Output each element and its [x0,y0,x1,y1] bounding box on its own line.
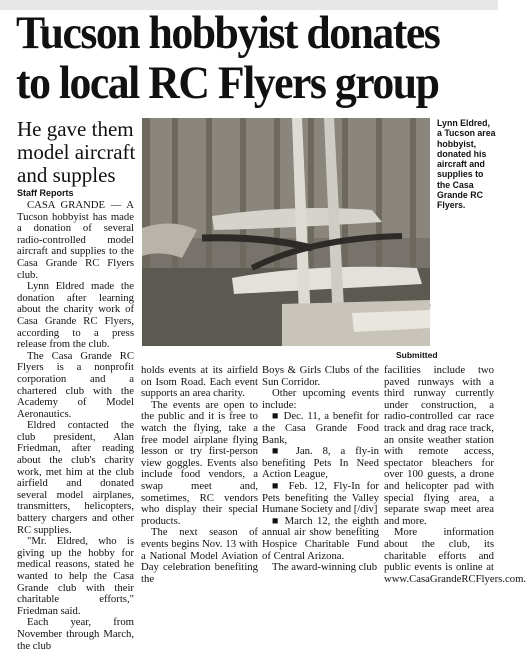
paragraph: facilities include two paved runways with a third runway currently under construction, a radio-controlled car race track and drag race track, an onsite weather station with remote access, spectator bleachers for over 100 guests, a drone and helicopter pad with special flying area, a separate swap meet area and more. [384,364,494,527]
paragraph: CASA GRANDE — A Tucson hobbyist has made a donation of several radio-controlled model aircraft and supplies to the Casa Grande RC Flyers club. [17,199,134,281]
article-column-3 [262,365,379,574]
article-column-4 [384,364,526,585]
paragraph: The Casa Grande RC Flyers is a nonprofit corporation and a chartered club with the Academy of Model Aeronautics. [17,349,134,420]
list-item: ■ March 12, the eighth annual air show benefiting Hospice Charitable Fund of Central Arizona. [262,514,379,562]
photo-credit: Submitted [396,350,438,360]
paragraph: Boys & Girls Clubs of the Sun Corridor. [262,364,379,388]
photo-caption: Lynn Eldred, a Tucson area hobbyist, donated his aircraft and supplies to the Casa Grande RC Flyers. [437,118,496,211]
paragraph: More information about the club, its charitable efforts and public events is online at www.CasaGrandeRCFlyers.com. [384,526,526,585]
paragraph: Each year, from November through March, the club [17,616,134,652]
paragraph: "Mr. Eldred, who is giving up the hobby for medical reasons, stated he wanted to help the Casa Grande club with their charitable efforts," Friedman said. [17,535,134,617]
paragraph: The next season of events begins Nov. 13 with a National Model Aviation Day celebration benefiting the [141,526,258,585]
paragraph: holds events at its airfield on Isom Road. Each event supports an area charity. [141,364,258,400]
byline: Staff Reports [17,188,74,198]
photo-illustration [142,118,430,346]
list-item: ■ Jan. 8, a fly-in benefiting Pets In Need Action League, [262,445,379,481]
paragraph: The events are open to the public and it is free to watch the flying, take a free model airplane flying lesson or try first-person view goggles. Events also include food vendors, a swap meet and, sometimes, RC vendors who display their special products. [141,398,258,527]
headline [16,8,464,108]
list-item: ■ Dec. 11, a benefit for the Casa Grande Food Bank, [262,410,379,446]
list-item: ■ Feb. 12, Fly-In for Pets benefiting the Valley Humane Society and [/div] [262,479,379,516]
article-column-2 [141,365,258,585]
headline-line-1: Tucson hobbyist donates [16,7,440,59]
paragraph: Lynn Eldred made the donation after learning about the charity work of Casa Grande RC Flyers, according to a press release from the club. [17,280,134,351]
paragraph: Eldred contacted the club president, Alan Friedman, after reading about the club's charity work, met him at the club airfield and donated several model airplanes, transmitters, helicopters, battery chargers and other RC supplies. [17,419,134,536]
headline-line-2: to local RC Flyers group [16,57,439,109]
subhead: He gave them model aircraft and supples [17,117,136,187]
paragraph: The award-winning club [272,561,378,574]
article-column-1 [17,200,134,652]
paragraph: Other upcoming events include: [262,387,379,411]
article-photo [142,118,430,346]
